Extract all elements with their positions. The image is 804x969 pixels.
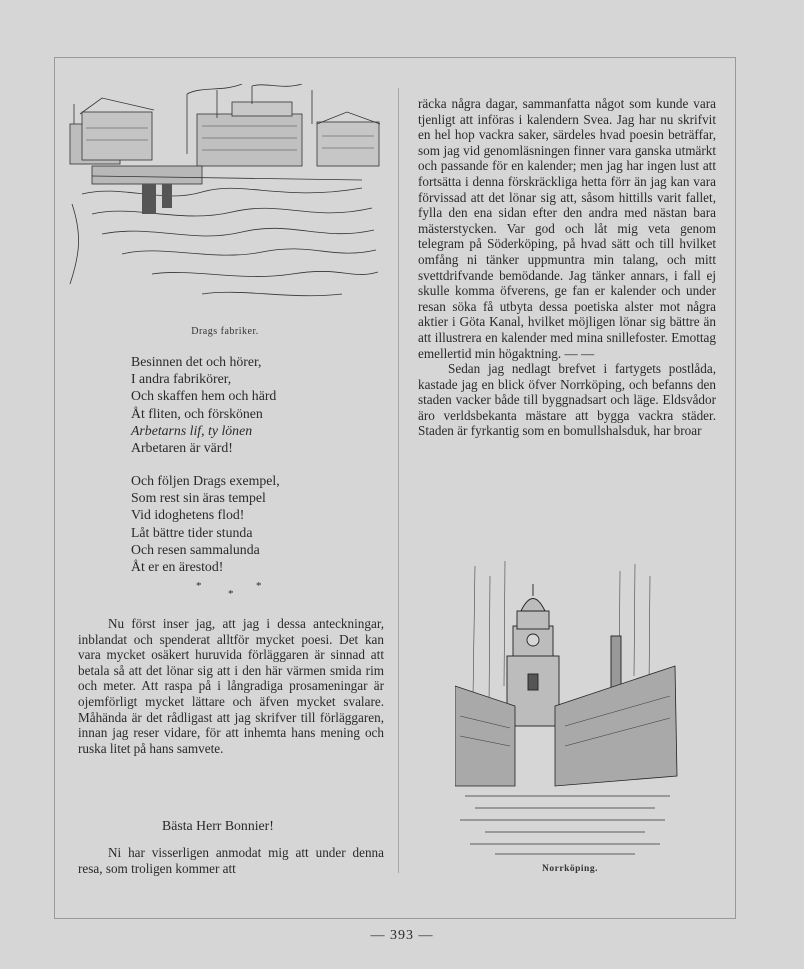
- poem-line: Vid idoghetens flod!: [131, 507, 245, 523]
- star: *: [228, 588, 234, 600]
- poem-line: Och skaffen hem och härd: [131, 388, 277, 404]
- left-column-text: [78, 616, 384, 756]
- poem-line: Arbetaren är värd!: [131, 440, 233, 456]
- left-column-text-end: [78, 845, 384, 876]
- norrkoping-drawing: [455, 556, 680, 860]
- page-number: — 393 —: [370, 928, 434, 943]
- poem-line: Och följen Drags exempel,: [131, 473, 280, 488]
- poem-stanza-1: [131, 353, 276, 456]
- poem-line: Åt fliten, och förskönen: [131, 405, 263, 421]
- column-divider: [398, 88, 399, 873]
- poem-line: Låt bättre tider stunda: [131, 524, 253, 540]
- factory-illustration: [62, 84, 384, 316]
- paragraph: Sedan jag nedlagt brefvet i fartygets postlåda, kastade jag en blick öfver Norrköping, och befanns den staden vacker både till byggnadsart och läge. Eldsvådor äro verldsbekanta mästare att bygga vackra städer. Staden är fyrkantig som en bomullshalsduk, har broar: [418, 361, 716, 439]
- poem-line: Besinnen det och hörer,: [131, 354, 262, 369]
- poem-line: I andra fabrikörer,: [131, 371, 232, 387]
- star: *: [196, 580, 202, 592]
- section-separator: [190, 580, 270, 606]
- poem-line: Åt er en ärestod!: [131, 559, 224, 575]
- poem-line: Och resen sammalunda: [131, 541, 260, 557]
- paragraph: räcka några dagar, sammanfatta något som kunde vara tjenligt att införas i kalendern Svea. Jag har nu skrifvit en hel hop vackra saker, särdeles hvad poesin beträffar, som jag vid genomläsningen finner vara ganska utmärkt och passande för en kalender; men jag har ingen lust att fortsätta i denna förskräckliga hetta förr än jag kan vara förvissad att det lönar sig att, såsom hittills varit fallet, fylla den ena sidan efter den andra med nästan bara mästerstycken. Var god och låt mig veta genom telegram på Söderköping, på hvad sätt och till hvilket omfång ni tänker uppmuntra min talang, och mitt svettdrifvande bemödande. Jag tänker annars, i fall ej skulle komma öfverens, ge fan er kalender och under resan söka få utbyta dessa poetiska alster mot några aktier i Göta Kanal, hvilket möjligen lönar sig bättre än att illustrera en kalender med mina snillefoster. Emottag emellertid min högaktning. — —: [418, 96, 716, 361]
- norrkoping-illustration: [455, 556, 680, 860]
- factory-caption: Drags fabriker.: [191, 326, 259, 337]
- factory-drawing: [62, 84, 384, 316]
- norrkoping-caption: Norrköping.: [542, 864, 598, 874]
- poem-stanza-2: [131, 472, 280, 575]
- paragraph: Ni har visserligen anmodat mig att under denna resa, som troligen kommer att: [78, 845, 384, 876]
- paragraph: Nu först inser jag, att jag i dessa anteckningar, inblandat och spenderat alltför mycket poesi. Det kan vara mycket osäkert huruvida förläggaren är sinnad att betala så att det lönar sig att i den här värmen smida rim och meter. Att raspa på i långradiga prosameningar är ojemförligt mycket lättare och äfven mycket svalare. Måhända är det rådligast att jag skrifver till förläggaren, innan jag reser vidare, för att inhemta hans mening och ruska litet på hans samvete.: [78, 616, 384, 756]
- poem-line: Arbetarns lif, ty lönen: [131, 422, 253, 438]
- right-column-text: [418, 96, 716, 439]
- letter-greeting: Bästa Herr Bonnier!: [162, 818, 274, 833]
- poem-line: Som rest sin äras tempel: [131, 490, 266, 506]
- star: *: [256, 580, 262, 592]
